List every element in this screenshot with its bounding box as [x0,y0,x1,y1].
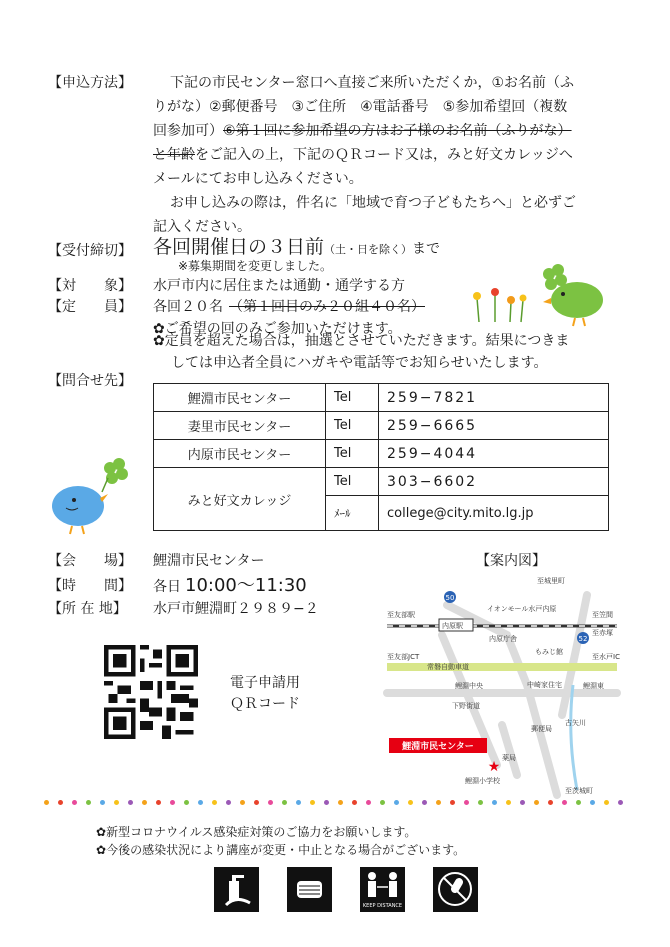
inquiry-value-cell: 259−7821 [379,384,609,412]
table-row [154,412,609,440]
notice-line-2: ✿今後の感染状況により講座が変更・中止となる場合がございます。 [96,843,466,857]
keep-distance-text: KEEP DISTANCE [362,903,403,909]
divider-dot [156,800,161,805]
divider-dot [310,800,315,805]
divider-dot [366,800,371,805]
divider-dot [520,800,525,805]
inquiry-name-cell: 内原市民センター [154,440,326,468]
divider-dot [100,800,105,805]
divider-dot [450,800,455,805]
inquiry-name-cell: 鯉淵市民センター [154,384,326,412]
application-line-6: お申し込みの際は，件名に「地域で育つ子どもたちへ」と必ずご [170,195,576,211]
face-mask-icon [287,867,332,912]
capacity-main: 各回２０名 [153,299,223,315]
divider-dot [590,800,595,805]
capacity-value [153,296,425,316]
map-title: 【案内図】 [476,553,546,569]
divider-dot [464,800,469,805]
inquiry-email-cell[interactable] [379,496,609,531]
time-label: 【時 間】 [48,578,132,594]
application-line-4b: をご記入の上，下記のＱＲコード又は，みと好文カレッジへ [195,147,573,163]
map-label: もみじ館 [535,648,563,656]
divider-dot [506,800,511,805]
venue-label: 【会 場】 [48,553,132,569]
divider-dot [534,800,539,805]
inquiry-type-cell: Tel [326,440,379,468]
email-link[interactable]: college@city.mito.lg.jp [387,505,534,521]
divider-dot [576,800,581,805]
capacity-label: 【定 員】 [48,299,132,315]
blue-bird-illustration [44,458,134,538]
flower-bullet-icon: ✿ [96,825,107,839]
capacity-note-2a: ✿定員を超えた場合は，抽選とさせていただきます。結果につきま [153,333,570,349]
map-label: 52 [578,635,588,643]
venue-value: 鯉淵市民センター [153,553,265,569]
map-label: 至水戸IC [592,653,620,661]
inquiry-type-cell: Tel [326,384,379,412]
divider-dot [268,800,273,805]
divider-dot [492,800,497,805]
divider-dot [240,800,245,805]
target-label: 【対 象】 [48,278,132,294]
map-label: 至城里町 [537,577,565,585]
map-label: 至笠間 [592,611,613,619]
keep-distance-icon [360,867,405,912]
time-value [153,571,307,597]
map-label: 至赤塚 [592,629,613,637]
divider-dot [212,800,217,805]
hand-sanitizer-icon [214,867,259,912]
divider-dot [478,800,483,805]
divider-dot [226,800,231,805]
table-row [154,384,609,412]
flower-bullet-icon: ✿ [153,321,165,337]
table-row [154,440,609,468]
divider-dot [408,800,413,805]
inquiry-type-cell: ﾒｰﾙ [326,496,379,531]
divider-dot [548,800,553,805]
dotted-divider [0,800,670,806]
flower-bullet-icon: ✿ [96,843,107,857]
map-label: 至友部駅 [387,611,415,619]
qr-code[interactable] [104,645,198,739]
inquiry-type-cell: Tel [326,468,379,496]
map-label: 薬局 [502,754,516,762]
map-label: 下野街道 [452,702,480,710]
divider-dot [562,800,567,805]
deadline-note: ※募集期間を変更しました。 [178,259,333,273]
capacity-note-2b: しては申込者全員にハガキや電話等でお知らせいたします。 [171,355,548,371]
divider-dot [44,800,49,805]
inquiry-value-cell: 303−6602 [379,468,609,496]
divider-dot [604,800,609,805]
application-line-4 [153,144,573,164]
divider-dot [86,800,91,805]
qr-caption-line-2: ＱＲコード [230,696,300,712]
qr-caption-line-1: 電子申請用 [230,675,300,691]
address-value: 水戸市鯉淵町２９８９−２ [153,601,319,617]
capacity-struck: （第１回目のみ２０組４０名） [229,299,425,315]
map-label: 鯉淵中央 [455,682,483,690]
divider-dot [198,800,203,805]
no-microphone-icon [433,867,478,912]
map-label: 50 [445,594,455,602]
target-value: 水戸市内に居住または通勤・通学する方 [153,278,405,294]
inquiry-table [153,383,609,531]
map-label: イオンモール水戸内原 [487,605,557,613]
map-label: 中崎家住宅 [527,681,562,689]
divider-dot [338,800,343,805]
application-line-2: りがな）②郵便番号 ③ご住所 ④電話番号 ⑤参加希望回（複数 [153,99,568,115]
divider-dot [170,800,175,805]
inquiry-name-cell: 妻里市民センター [154,412,326,440]
divider-dot [282,800,287,805]
inquiry-value-cell: 259−4044 [379,440,609,468]
deadline-label: 【受付締切】 [48,243,132,259]
deadline-main: 各回開催日の３日前 [153,236,325,258]
time-prefix: 各日 [153,579,181,595]
inquiry-label: 【問合せ先】 [48,373,132,389]
map-label: 内原庁舎 [489,635,517,643]
flowers-and-bird-illustration [465,262,625,332]
application-line-7: 記入ください。 [153,219,251,235]
deadline-suffix: まで [412,241,441,257]
divider-dot [128,800,133,805]
map-label: 至友部JCT [387,653,420,661]
map-label: 至茨城町 [565,787,593,795]
time-range: 10:00〜11:30 [185,575,307,596]
divider-dot [436,800,441,805]
divider-dot [142,800,147,805]
flower-bullet-icon: ✿ [153,333,165,349]
map-label: 鯉淵小学校 [465,777,500,785]
table-row [154,468,609,496]
map-label: 常磐自動車道 [427,663,469,671]
application-line-3a: 回参加可） [153,123,223,139]
divider-dot [394,800,399,805]
divider-dot [114,800,119,805]
map-label: 郵便局 [531,725,552,733]
application-line-3-struck: ⑥第１回に参加希望の方はお子様のお名前（ふりがな） [223,123,572,139]
star-marker-icon: ★ [487,759,501,775]
capacity-note-1: ✿ご希望の回のみご参加いただけます。 [153,321,402,337]
application-line-3 [153,120,572,140]
deadline-paren: （土・日を除く） [324,243,413,256]
divider-dot [380,800,385,805]
divider-dot [72,800,77,805]
divider-dot [618,800,623,805]
application-line-5: メールにてお申し込みください。 [153,171,363,187]
address-label: 【所 在 地】 [48,601,127,617]
notice-line-1: ✿新型コロナウイルス感染症対策のご協力をお願いします。 [96,825,417,839]
application-line-4-struck: と年齢 [153,147,195,163]
divider-dot [422,800,427,805]
inquiry-name-cell: みと好文カレッジ [154,468,326,531]
divider-dot [296,800,301,805]
divider-dot [184,800,189,805]
application-label: 【申込方法】 [48,75,132,91]
deadline-value [153,232,440,259]
map-label: 古矢川 [565,719,586,727]
divider-dot [58,800,63,805]
inquiry-value-cell: 259−6665 [379,412,609,440]
divider-dot [352,800,357,805]
application-line-1: 下記の市民センター窓口へ直接ご来所いただくか，①お名前（ふ [170,75,574,91]
divider-dot [324,800,329,805]
map-label: 鯉淵東 [583,682,604,690]
inquiry-type-cell: Tel [326,412,379,440]
access-map [387,575,620,795]
map-label: 鯉淵市民センター [402,742,474,752]
divider-dot [254,800,259,805]
map-label: 内原駅 [442,622,463,630]
